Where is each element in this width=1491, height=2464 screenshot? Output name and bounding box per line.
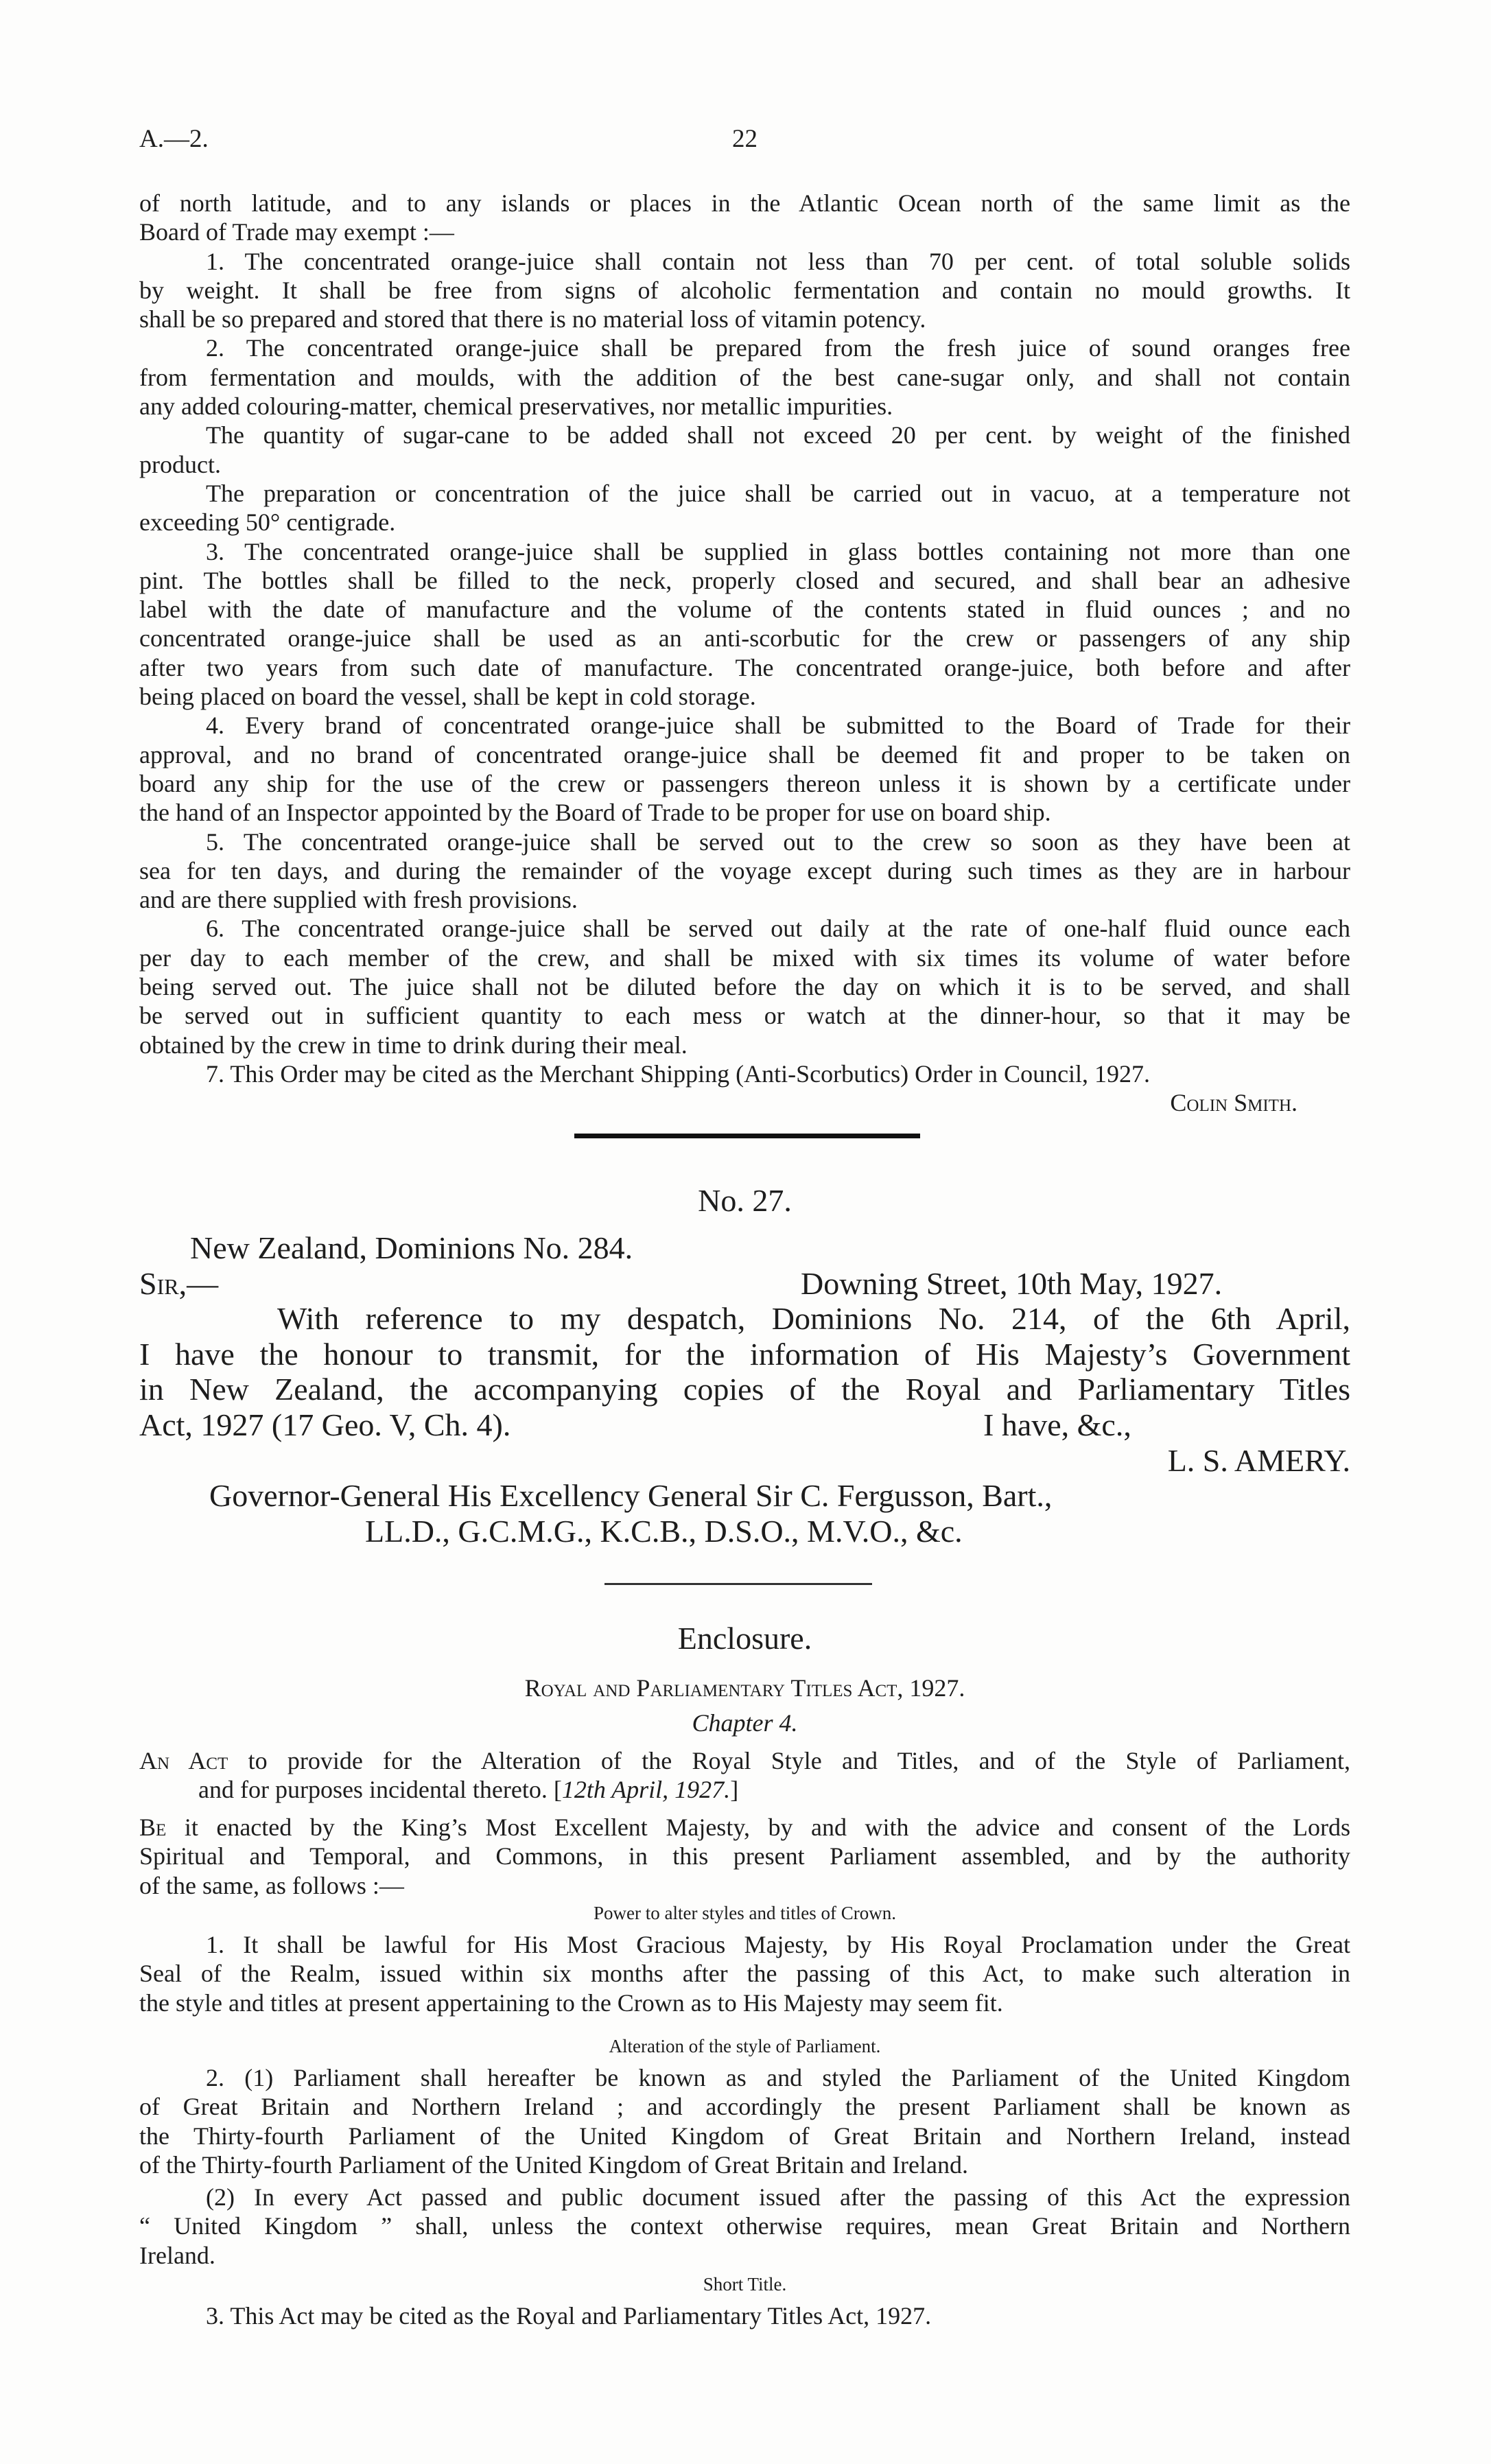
- enacting-lead: Be: [139, 1814, 167, 1841]
- section-line: Ireland.: [139, 2241, 215, 2269]
- assent-date: 12th April, 1927.: [561, 1776, 731, 1804]
- divider-rule: [604, 1583, 872, 1585]
- section-line: Seal of the Realm, issued within six months after the passing of this Act, to make such alteration in: [139, 1960, 1350, 1988]
- section-2-subsection-1: [139, 2063, 1350, 2179]
- closing-row: [139, 1407, 1350, 1443]
- act-name: Royal and Parliamentary Titles Act, 1927.: [524, 1674, 965, 1702]
- despatch-number: No. 27.: [698, 1183, 792, 1218]
- salutation-row: [139, 1266, 1350, 1302]
- order-line: 7. This Order may be cited as the Merchant Shipping (Anti-Scorbutics) Order in Council, 1927.: [206, 1059, 1151, 1088]
- section-line: 2. (1) Parliament shall hereafter be known as and styled the Parliament of the United Kingdom: [206, 2064, 1350, 2091]
- order-line: The preparation or concentration of the juice shall be carried out in vacuo, at a temperature not: [206, 479, 1350, 507]
- long-title-text: to provide for the Alteration of the Royal Style and Titles, and of the Style of Parliament,: [228, 1747, 1351, 1774]
- salutation: Sir,—: [139, 1265, 219, 1301]
- order-line: 4. Every brand of concentrated orange-juice shall be submitted to the Board of Trade for their: [206, 712, 1350, 740]
- header-reference: A.—2.: [139, 125, 209, 153]
- order-line: label with the date of manufacture and the volume of the contents stated in fluid ounces ; and no: [139, 596, 1350, 624]
- section-line: “ United Kingdom ” shall, unless the context otherwise requires, mean Great Britain and Northern: [139, 2212, 1350, 2240]
- long-title-text: and for purposes incidental thereto. [: [198, 1776, 562, 1804]
- order-line: by weight. It shall be free from signs of alcoholic fermentation and contain no mould growths. It: [139, 276, 1350, 304]
- enacting-text: it enacted by the King’s Most Excellent Majesty, by and with the advice and consent of the Lords: [166, 1814, 1350, 1841]
- section-3: [139, 2301, 1350, 2330]
- order-line: Board of Trade may exempt :—: [139, 218, 454, 246]
- addressee-line: LL.D., G.C.M.G., K.C.B., D.S.O., M.V.O., &c.: [365, 1513, 963, 1549]
- addressee-line: Governor-General His Excellency General Sir C. Fergusson, Bart.,: [209, 1478, 1053, 1514]
- order-line: 6. The concentrated orange-juice shall be served out daily at the rate of one-half fluid ounce each: [206, 915, 1350, 943]
- long-title: [139, 1746, 1350, 1805]
- page-number: 22: [732, 125, 758, 153]
- order-line: being served out. The juice shall not be diluted before the day on which it is to be served, and shall: [139, 973, 1350, 1001]
- order-line: shall be so prepared and stored that there is no material loss of vitamin potency.: [139, 305, 926, 333]
- enclosure-heading-block: [139, 1621, 1350, 1656]
- order-line: board any ship for the use of the crew or passengers thereon unless it is shown by a certificate under: [139, 769, 1350, 797]
- order-line: approval, and no brand of concentrated orange-juice shall be deemed fit and proper to be taken on: [139, 740, 1350, 768]
- order-line: obtained by the crew in time to drink during their meal.: [139, 1031, 688, 1059]
- order-line: of north latitude, and to any islands or places in the Atlantic Ocean north of the same limit as the: [139, 189, 1350, 217]
- marginal-note: Short Title.: [703, 2274, 787, 2295]
- order-line: 1. The concentrated orange-juice shall contain not less than 70 per cent. of total soluble solids: [206, 247, 1350, 275]
- section-divider-rule: [574, 1134, 920, 1138]
- despatch: [139, 1230, 1350, 1549]
- order-line: after two years from such date of manufacture. The concentrated orange-juice, both before and after: [139, 653, 1350, 681]
- long-title-line: [139, 1746, 1350, 1775]
- order-line: product.: [139, 450, 221, 478]
- long-title-lead: An Act: [139, 1747, 228, 1774]
- order-line: 2. The concentrated orange-juice shall be prepared from the fresh juice of sound oranges free: [206, 334, 1350, 362]
- signatory: L. S. AMERY.: [1167, 1442, 1350, 1478]
- section-line: of the Thirty-fourth Parliament of the United Kingdom of Great Britain and Ireland.: [139, 2150, 969, 2179]
- order-line: 5. The concentrated orange-juice shall be served out to the crew so soon as they have been at: [206, 828, 1350, 856]
- marginal-note: Alteration of the style of Parliament.: [609, 2036, 881, 2056]
- section-line: 1. It shall be lawful for His Most Gracious Majesty, by His Royal Proclamation under the Great: [206, 1931, 1350, 1958]
- order-continuation: [139, 189, 1350, 1118]
- order-line: from fermentation and moulds, with the addition of the best cane-sugar only, and shall not contain: [139, 363, 1350, 391]
- enclosure-heading: Enclosure.: [677, 1621, 812, 1656]
- section-line: 3. This Act may be cited as the Royal and Parliamentary Titles Act, 1927.: [206, 2302, 932, 2330]
- order-line: any added colouring-matter, chemical preservatives, nor metallic impurities.: [139, 392, 893, 421]
- enacting-line: of the same, as follows :—: [139, 1871, 404, 1899]
- marginal-note: Power to alter styles and titles of Crown.: [594, 1903, 896, 1923]
- section-1: [139, 1930, 1350, 2017]
- enacting-formula: [139, 1813, 1350, 1900]
- bracket-close: ]: [730, 1776, 739, 1804]
- order-line: 3. The concentrated orange-juice shall be supplied in glass bottles containing not more than one: [206, 537, 1350, 565]
- section-line: (2) In every Act passed and public document issued after the passing of this Act the expression: [206, 2183, 1350, 2211]
- long-title-line: [139, 1775, 1350, 1804]
- order-line: The quantity of sugar-cane to be added shall not exceed 20 per cent. by weight of the finished: [206, 421, 1350, 449]
- order-line: and are there supplied with fresh provisions.: [139, 886, 578, 914]
- enacting-line: Spiritual and Temporal, and Commons, in this present Parliament assembled, and by the authority: [139, 1842, 1350, 1870]
- order-line: being placed on board the vessel, shall be kept in cold storage.: [139, 683, 756, 711]
- order-line: pint. The bottles shall be filled to the neck, properly closed and secured, and shall bear an adhesive: [139, 566, 1350, 594]
- order-line: the hand of an Inspector appointed by the Board of Trade to be proper for use on board ship.: [139, 799, 1051, 827]
- chapter-number: Chapter 4.: [692, 1709, 798, 1737]
- order-line: sea for ten days, and during the remainder of the voyage except during such times as they are in harbour: [139, 856, 1350, 884]
- section-line: the Thirty-fourth Parliament of the United Kingdom of Great Britain and Northern Ireland, instead: [139, 2122, 1350, 2150]
- despatch-reference: New Zealand, Dominions No. 284.: [190, 1230, 633, 1265]
- address-date: Downing Street, 10th May, 1927.: [801, 1265, 1223, 1301]
- enacting-line: [139, 1813, 1350, 1842]
- section-line: the style and titles at present appertaining to the Crown as to His Majesty may seem fit.: [139, 1988, 1003, 2017]
- order-line: exceeding 50° centigrade.: [139, 508, 396, 537]
- order-line: be served out in sufficient quantity to each mess or watch at the dinner-hour, so that it may be: [139, 1002, 1350, 1030]
- order-signature: Colin Smith.: [1170, 1089, 1298, 1117]
- despatch-body-line: With reference to my despatch, Dominions No. 214, of the 6th April,: [277, 1301, 1350, 1337]
- despatch-number-block: [139, 1183, 1350, 1219]
- page-header: [139, 124, 1350, 154]
- section-line: of Great Britain and Northern Ireland ; and accordingly the present Parliament shall be known as: [139, 2093, 1350, 2121]
- section-2-subsection-2: [139, 2183, 1350, 2270]
- act-name-block: [139, 1674, 1350, 1702]
- despatch-body-line: Act, 1927 (17 Geo. V, Ch. 4).: [139, 1407, 511, 1442]
- chapter-block: [139, 1709, 1350, 1737]
- order-line: concentrated orange-juice shall be used as an anti-scorbutic for the crew or passengers of any ship: [139, 624, 1350, 653]
- despatch-body-line: I have the honour to transmit, for the information of His Majesty’s Government: [139, 1336, 1350, 1372]
- order-line: per day to each member of the crew, and shall be mixed with six times its volume of water before: [139, 943, 1350, 972]
- despatch-body-line: in New Zealand, the accompanying copies of the Royal and Parliamentary Titles: [139, 1372, 1350, 1407]
- closing: I have, &c.,: [983, 1407, 1131, 1442]
